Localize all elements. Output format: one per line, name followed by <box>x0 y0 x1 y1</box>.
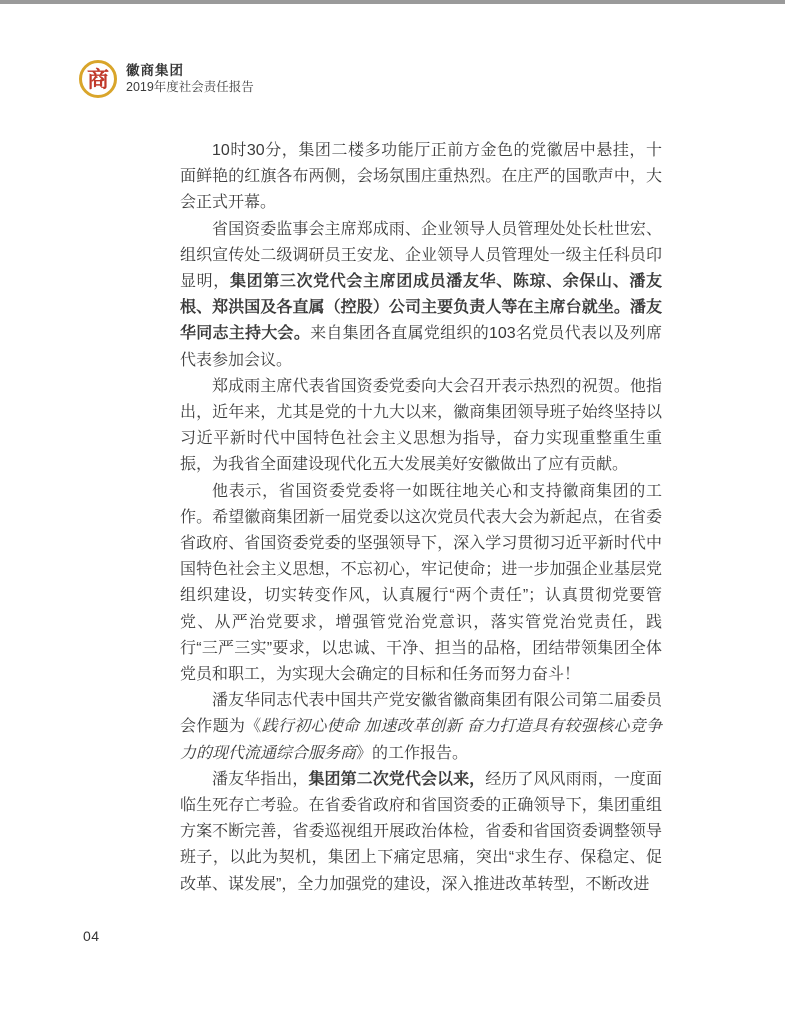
body-text <box>180 138 662 898</box>
text-segment: 经历了风风雨雨，一度面临生死存亡考验。在省委省政府和省国资委的正确领导下，集团重组方案不断完善，省委巡视组开展政治体检，省委和省国资委调整领导班子，以此为契机，集团上下痛定思痛，突出“求生存、保稳定、促改革、谋发展”，全力加强党的建设，深入推进改革转型，不断改进 <box>180 770 662 893</box>
text-segment: 郑成雨主席代表省国资委党委向大会召开表示热烈的祝贺。他指出，近年来，尤其是党的十九大以来，徽商集团领导班子始终坚持以习近平新时代中国特色社会主义思想为指导，奋力实现重整重生重振，为我省全面建设现代化五大发展美好安徽做出了应有贡献。 <box>180 377 662 474</box>
logo-glyph: 商 <box>86 67 109 92</box>
paragraph <box>180 479 662 689</box>
text-segment: 践行初心使命 加速改革创新 奋力打造具有较强核心竞争力的现代流通综合服务商 <box>180 718 662 762</box>
text-segment: 潘友华同志代表中国共产党安徽省徽商集团有限公司第二届委员会作题为《 <box>180 692 662 736</box>
text-segment: 集团第二次党代会以来， <box>308 770 486 788</box>
paragraph <box>180 767 662 898</box>
text-segment: 他表示，省国资委党委将一如既往地关心和支持徽商集团的工作。希望徽商集团新一届党委以这次党员代表大会为新起点，在省委省政府、省国资委党委的坚强领导下，深入学习贯彻习近平新时代中国特色社会主义思想，不忘初心，牢记使命；进一步加强企业基层党组织建设，切实转变作风，认真履行“两个责任”；认真贯彻党要管党、从严治党要求，增强管党治党意识，落实管党治党责任，践行“三严三实”要求，以忠诚、干净、担当的品格，团结带领集团全体党员和职工，为实现大会确定的目标和任务而努力奋斗！ <box>180 482 662 684</box>
paragraph <box>180 688 662 767</box>
text-segment: 10时30分，集团二楼多功能厅正前方金色的党徽居中悬挂，十面鲜艳的红旗各布两侧，会场氛围庄重热烈。在庄严的国歌声中，大会正式开幕。 <box>180 142 662 212</box>
text-segment: 潘友华指出， <box>212 770 309 788</box>
top-edge-strip <box>0 0 785 4</box>
text-segment: 集团第三次党代会主席团成员潘友华、陈琼、余保山、潘友根、郑洪国及各直属（控股）公司主要负责人等在主席台就坐。潘友华同志主持大会。 <box>180 273 662 343</box>
report-title: 2019年度社会责任报告 <box>126 80 254 94</box>
company-name: 徽商集团 <box>126 63 184 78</box>
paragraph <box>180 138 662 217</box>
paragraph <box>180 374 662 479</box>
paragraph <box>180 217 662 374</box>
text-segment: 省国资委监事会主席郑成雨、企业领导人员管理处处长杜世宏、组织宣传处二级调研员王安龙、企业领导人员管理处一级主任科员印显明， <box>180 220 662 291</box>
text-segment: 来自集团各直属党组织的103名党员代表以及列席代表参加会议。 <box>180 325 662 369</box>
text-segment: 》的工作报告。 <box>356 744 469 762</box>
huishang-group-logo-icon <box>79 60 117 98</box>
page-number: 04 <box>83 928 100 944</box>
header-text <box>126 62 254 96</box>
report-header <box>79 60 254 98</box>
